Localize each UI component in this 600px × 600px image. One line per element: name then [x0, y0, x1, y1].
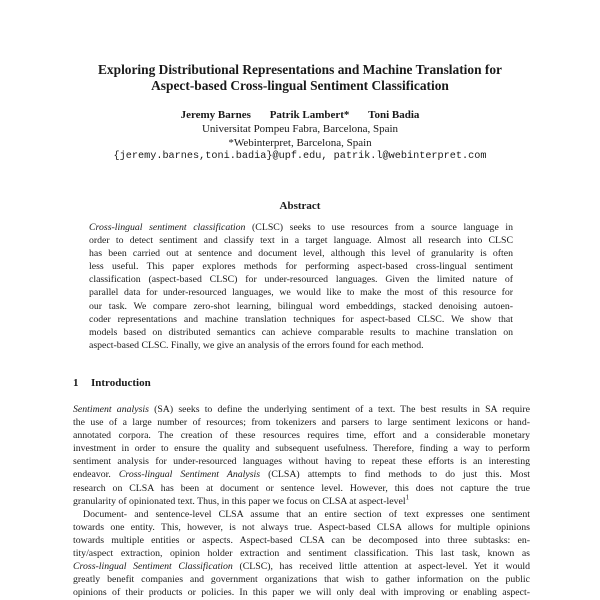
abstract-heading: Abstract [279, 200, 321, 212]
intro-line: towards multiple entities or aspects. Aspect-based CLSA can be decomposed into three subtasks: en- [73, 534, 530, 546]
abstract-line: aspect-based CLSC. Finally, we give an analysis of the errors found for each method. [89, 339, 424, 351]
intro-term: Cross-lingual Sentiment Analysis [118, 469, 261, 481]
intro-line: the use of a large number of resources; from tokenizers and parsers to large sentiment lexicons or hand- [73, 417, 530, 429]
abstract-line: less useful. This paper explores methods for performing aspect-based cross-lingual sentiment [89, 261, 513, 273]
intro-line-text: (CLSC), has received little attention at aspect-level. Yet it would [232, 561, 530, 573]
author-block [40, 108, 560, 164]
intro-line: towards one entity. This, however, is not always true. Aspect-based CLSA allows for multiple opinions [73, 521, 530, 533]
intro-line-text: Document- and sentence-level CLSA assume that an entire section of text expresses one sentiment [83, 508, 530, 520]
abstract-line: models based on distributed semantics can achieve comparable results to machine translation on [89, 326, 513, 338]
intro-line: research on CLSA has been at document or sentence level. However, this does not capture the true [73, 482, 530, 494]
intro-line [73, 495, 530, 508]
footnote-marker[interactable]: 1 [405, 493, 410, 502]
abstract-line: coder representations and machine translation techniques for aspect-based CLSC. We show that [89, 313, 513, 325]
title-line-1: Exploring Distributional Representations and Machine Translation for [98, 62, 502, 77]
intro-line-text: (CLSA) attempts to find methods to do just this. Most [260, 469, 530, 481]
section-heading [73, 377, 151, 389]
abstract-line: classification (aspect-based CLSC) for under-resourced languages. Given the limited nature of [89, 274, 513, 286]
intro-line [73, 508, 530, 521]
abstract-line [89, 221, 513, 234]
title-line-2: Aspect-based Cross-lingual Sentiment Classification [151, 78, 449, 93]
section-title: Introduction [91, 377, 151, 389]
affiliation-1: Universitat Pompeu Fabra, Barcelona, Spain [201, 123, 399, 135]
author-3: Toni Badia [368, 109, 420, 121]
intro-line-text: (SA) seeks to define the underlying sentiment of a text. The best results in SA require [148, 404, 530, 415]
author-2: Patrik Lambert* [269, 109, 350, 121]
intro-line [73, 560, 530, 573]
abstract-line-text: (CLSC) seeks to use resources from a source language in [245, 222, 513, 233]
introduction-body [73, 403, 530, 599]
abstract-line: has been carried out at sentence and document level, although this level of granularity is often [89, 248, 513, 260]
intro-line: annotated corpora. The creation of these resources requires time, effort and a considerable monetary [73, 430, 530, 442]
intro-line: investment in order to ensure the quality and subsequent usefulness. Therefore, finding a way to perform [73, 443, 530, 455]
author-1: Jeremy Barnes [180, 109, 251, 121]
abstract-line: parallel data for under-resourced languages, we would like to make the most of this resource for [89, 287, 513, 299]
paper-title [40, 62, 560, 94]
intro-line-text: endeavor. [73, 469, 119, 481]
abstract-line: order to detect sentiment and classify text in a target language. Almost all research into CLSC [89, 235, 513, 247]
section-number: 1 [73, 377, 79, 389]
intro-line: tity/aspect extraction, opinion holder extraction and sentiment classification. This last task, known as [73, 548, 530, 560]
abstract-line: our task. We compare zero-shot learning, bilingual word embeddings, stacked denoising autoen- [89, 300, 513, 312]
abstract-body [89, 221, 513, 352]
affiliation-2: *Webinterpret, Barcelona, Spain [228, 137, 372, 149]
abstract-term: Cross-lingual sentiment classification [89, 222, 246, 233]
intro-line: sentiment analysis for under-resourced languages without having to repeat these efforts is an interesting [73, 456, 530, 468]
author-emails: {jeremy.barnes,toni.badia}@upf.edu, patrik.l@webinterpret.com [113, 151, 487, 162]
intro-line [73, 403, 530, 416]
intro-line: greatly benefit companies and government organizations that wish to gather information on the public [73, 574, 530, 586]
intro-term: Sentiment analysis [73, 404, 149, 415]
intro-term: Cross-lingual Sentiment Classification [73, 561, 233, 573]
author-names [40, 108, 560, 122]
intro-line [73, 468, 530, 481]
intro-line-text: granularity of opinionated text. Thus, in this paper we focus on CLSA at aspect-level [73, 495, 406, 507]
intro-line: opinions of their products or policies. In this paper we will only deal with improving or enabling aspect- [73, 587, 530, 599]
